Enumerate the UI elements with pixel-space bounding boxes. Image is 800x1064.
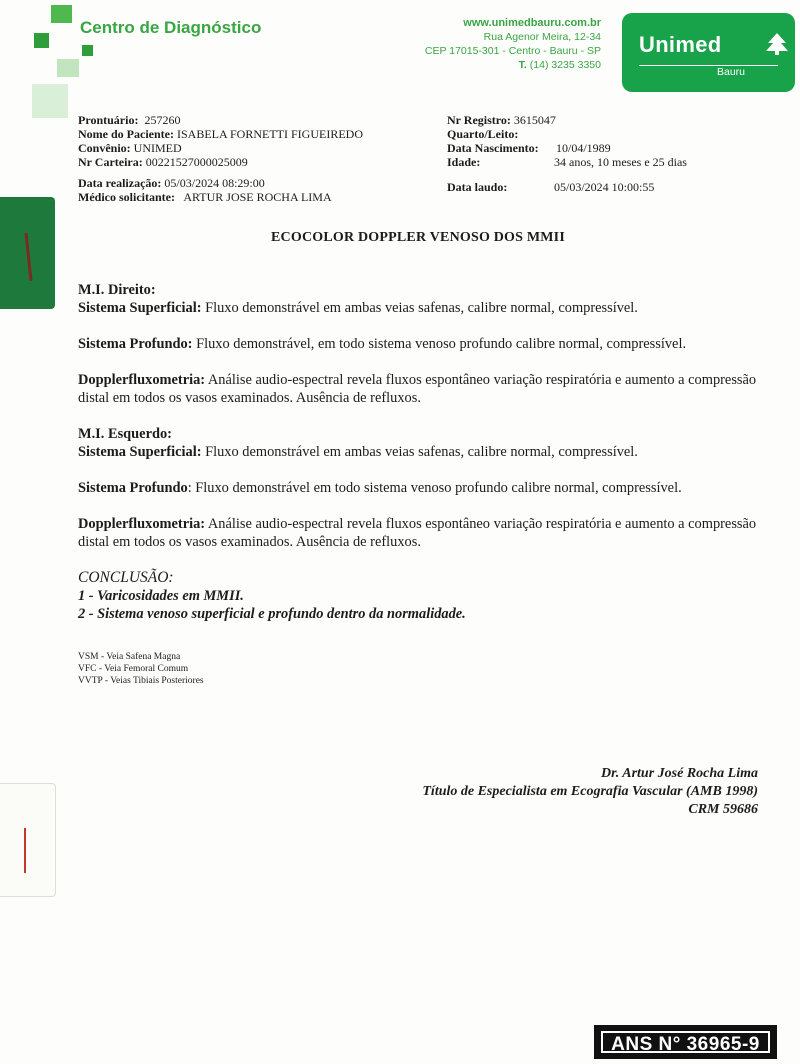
unimed-logo-word: Unimed [639, 32, 722, 57]
registro-value: 3615047 [513, 113, 556, 127]
right-doppler: Dopplerfluxometria: Análise audio-espectral revela fluxos espontâneo variação respiratória e aumento a compressão distal em todos os vasos examinados. Ausência de refluxos. [78, 372, 757, 406]
data-realizacao-value: 05/03/2024 08:29:00 [164, 176, 265, 190]
quarto-label: Quarto/Leito: [447, 127, 519, 141]
report-body [78, 281, 758, 551]
right-profundo: Sistema Profundo: Fluxo demonstrável, em todo sistema venoso profundo calibre normal, compressível. [78, 336, 687, 352]
nascimento-value: 10/04/1989 [556, 141, 611, 155]
unimed-tree-icon [764, 32, 790, 56]
carteira-row [78, 155, 363, 169]
right-limb-heading: M.I. Direito: [78, 282, 156, 298]
conclusion-item-1: 1 - Varicosidades em MMII. [78, 588, 244, 604]
left-superficial: Sistema Superficial: Fluxo demonstrável em ambas veias safenas, calibre normal, compressível. [78, 444, 638, 460]
ans-number: ANS N° 36965-9 [601, 1031, 770, 1053]
conclusion-item-2: 2 - Sistema venoso superficial e profundo dentro da normalidade. [78, 606, 466, 622]
unimed-logo-city: Bauru [717, 66, 746, 78]
abbr-vsm: VSM - Veia Safena Magna [78, 652, 181, 662]
unimed-logo-rule [639, 65, 778, 66]
prontuario-label: Prontuário: [78, 113, 139, 127]
carteira-value: 00221527000025009 [145, 155, 248, 169]
abbr-vvtp: VVTP - Veias Tibiais Posteriores [78, 676, 204, 686]
idade-label: Idade: [447, 155, 481, 169]
signature-block [422, 765, 758, 819]
conclusion-heading: CONCLUSÃO: [78, 569, 174, 586]
left-profundo: Sistema Profundo: Fluxo demonstrável em todo sistema venoso profundo calibre normal, compressível. [78, 480, 682, 496]
idade-value: 34 anos, 10 meses e 25 dias [554, 155, 687, 169]
medico-label: Médico solicitante: [78, 190, 175, 204]
data-realizacao-row [78, 176, 363, 190]
patient-name-label: Nome do Paciente: [78, 127, 174, 141]
phone-line [425, 58, 601, 72]
prontuario-row [78, 113, 363, 127]
doctor-title: Título de Especialista em Ecografia Vascular (AMB 1998) [422, 784, 758, 799]
phone: (14) 3235 3350 [529, 59, 601, 71]
phone-prefix: T. [518, 59, 527, 71]
left-doppler: Dopplerfluxometria: Análise audio-espectral revela fluxos espontâneo variação respiratória e aumento a compressão distal em todos os vasos examinados. Ausência de refluxos. [78, 516, 757, 550]
data-realizacao-label: Data realização: [78, 176, 162, 190]
abbr-vfc: VFC - Veia Femoral Comum [78, 664, 189, 674]
unimed-logo [622, 13, 795, 92]
brand-name: Centro de Diagnóstico [80, 18, 262, 37]
convenio-label: Convênio: [78, 141, 131, 155]
nascimento-label: Data Nascimento: [447, 141, 539, 155]
doctor-name: Dr. Artur José Rocha Lima [600, 766, 758, 781]
prontuario-value: 257260 [144, 113, 181, 127]
laudo-label: Data laudo: [447, 180, 508, 194]
medico-value: ARTUR JOSE ROCHA LIMA [183, 190, 332, 204]
laudo-value: 05/03/2024 10:00:55 [554, 180, 655, 194]
medico-row [78, 190, 363, 204]
registro-row [447, 113, 556, 127]
patient-info-left [78, 113, 363, 204]
abbreviations [78, 651, 204, 687]
conclusion [78, 569, 466, 623]
patient-info-right [447, 113, 747, 203]
report-title: ECOCOLOR DOPPLER VENOSO DOS MMII [271, 230, 565, 245]
contact-block [425, 16, 601, 72]
carteira-label: Nr Carteira: [78, 155, 143, 169]
website: www.unimedbauru.com.br [463, 17, 601, 29]
registro-label: Nr Registro: [447, 113, 511, 127]
patient-name-row [78, 127, 363, 141]
convenio-value: UNIMED [133, 141, 182, 155]
left-limb-heading: M.I. Esquerdo: [78, 426, 172, 442]
side-tab-green [0, 197, 55, 309]
doctor-crm: CRM 59686 [688, 802, 758, 817]
address-line-1: Rua Agenor Meira, 12-34 [483, 31, 601, 43]
side-tab-white [0, 783, 56, 897]
address-line-2: CEP 17015-301 - Centro - Bauru - SP [424, 45, 601, 57]
patient-name-value: ISABELA FORNETTI FIGUEIREDO [176, 127, 363, 141]
convenio-row [78, 141, 363, 155]
ans-badge [594, 1025, 777, 1059]
right-superficial: Sistema Superficial: Fluxo demonstrável em ambas veias safenas, calibre normal, compressível. [78, 300, 638, 316]
